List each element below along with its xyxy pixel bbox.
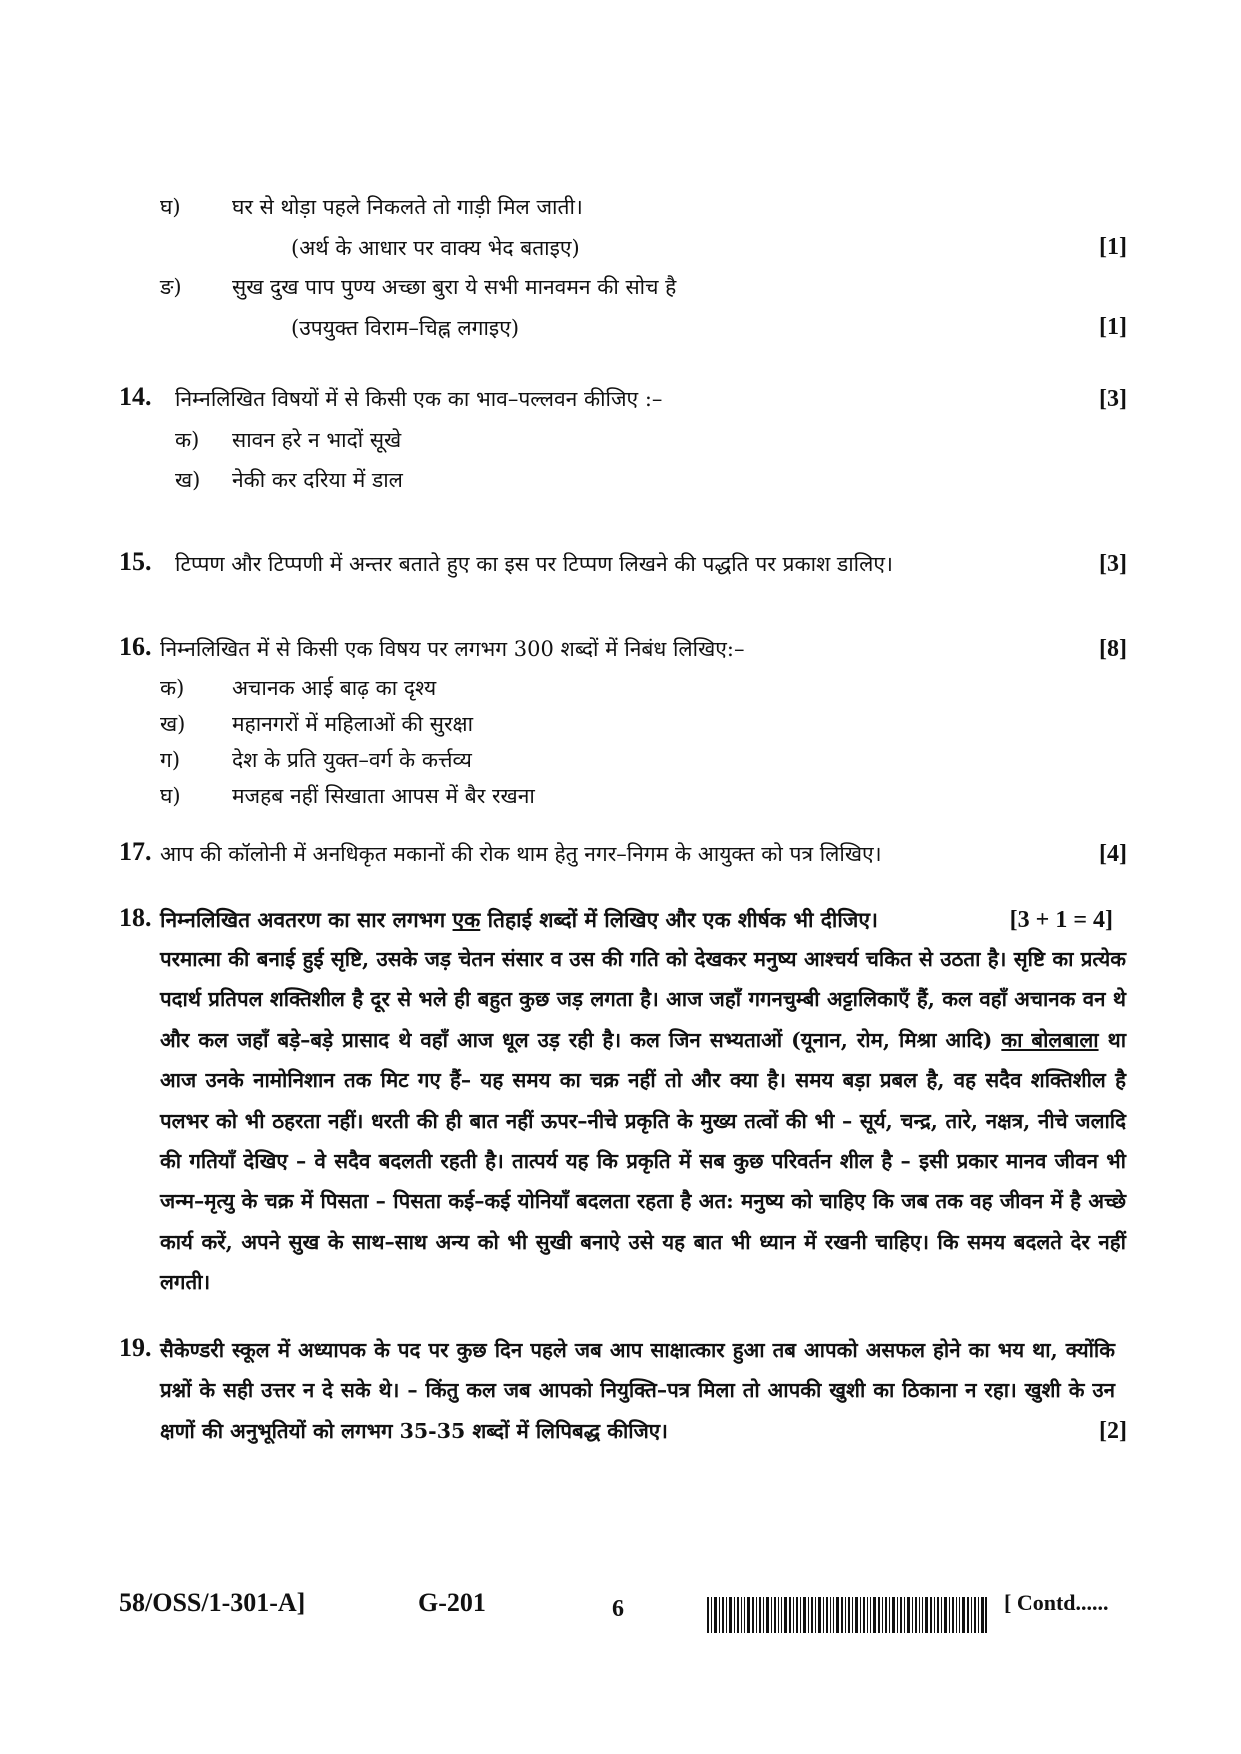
question-text: आप की कॉलोनी में अनधिकृत मकानों की रोक थाम हेतु नगर–निगम के आयुक्त को पत्र लिखिए। [160, 842, 882, 866]
option-label: ख) [175, 468, 201, 492]
question-text: सैकेण्डरी स्कूल में अध्यापक के पद पर कुछ दिन पहले जब आप साक्षात्कार हुआ तब आपको असफल होने का भय था, क्योंकि प्रश्नों के सही उत्तर न दे सके थे। – किंतु कल जब आपको नियुक्ति–पत्र मिला तो आपकी खुशी का ठिकाना न रहा। खुशी के उन क्षणों की अनुभूतियों को लगभग 35-35 शब्दों में लिपिबद्ध कीजिए। [160, 1338, 1115, 1443]
option-label: क) [175, 428, 200, 452]
paper-code: 58/OSS/1-301-A] [119, 1588, 306, 1617]
option-label: घ) [160, 784, 181, 808]
question-text: टिप्पण और टिप्पणी में अन्तर बताते हुए का इस पर टिप्पण लिखने की पद्धति पर प्रकाश डालिए। [175, 552, 893, 576]
option-text: घर से थोड़ा पहले निकलते तो गाड़ी मिल जाती। [232, 195, 583, 219]
question-number: 19. [119, 1333, 152, 1362]
question-text [160, 905, 878, 935]
option-label: ग) [160, 748, 181, 772]
question-number: 15. [119, 547, 152, 576]
page-number: 6 [612, 1596, 624, 1622]
question-19-text [160, 1330, 1115, 1451]
marks: [3] [1099, 386, 1127, 412]
option-label: घ) [160, 195, 181, 219]
barcode-image [707, 1597, 987, 1633]
passage-text: परमात्मा की बनाई हुई सृष्टि, उसके जड़ चेतन संसार व उस की गति को देखकर मनुष्य आश्चर्य चकित से उठता है। सृष्टि का प्रत्येक पदार्थ प्रतिपल शक्तिशील है दूर से भले ही बहुत कुछ जड़ लगता है। आज जहाँ गगनचुम्बी अट्टालिकाएँ हैं, कल वहाँ अचानक वन थे और कल जहाँ बड़े–बड़े प्रासाद थे वहाँ आज धूल उड़ रही है। कल जिन सभ्यताओं (यूनान, रोम, मिश्रा आदि) [160, 947, 1126, 1052]
question-text-part: तिहाई शब्दों में लिखिए और एक शीर्षक भी दीजिए। [480, 907, 878, 932]
instruction: (उपयुक्त विराम–चिह्न लगाइए) [291, 316, 520, 340]
option-label: ङ) [160, 275, 182, 299]
instruction: (अर्थ के आधार पर वाक्य भेद बताइए) [291, 236, 580, 260]
question-text: निम्नलिखित विषयों में से किसी एक का भाव–पल्लवन कीजिए :– [175, 387, 663, 411]
question-number: 18. [119, 903, 152, 932]
passage-text: था आज उनके नामोनिशान तक मिट गए हैं– यह समय का चक्र नहीं तो और क्या है। समय बड़ा प्रबल है, वह सदैव शक्तिशील है पलभर को भी ठहरता नहीं। धरती की ही बात नहीं ऊपर–नीचे प्रकृति के मुख्य तत्वों की भी – सूर्य, चन्द्र, तारे, नक्षत्र, नीचे जलादि की गतियाँ देखिए – वे सदैव बदलती रहती है। तात्पर्य यह कि प्रकृति में सब कुछ परिवर्तन शील है – इसी प्रकार मानव जीवन भी जन्म–मृत्यु के चक्र में पिसता – पिसता कई–कई योनियाँ बदलता रहता है अत: मनुष्य को चाहिए कि जब तक वह जीवन में है अच्छे कार्य करें, अपने सुख के साथ–साथ अन्य को भी सुखी बनाऐ उसे यह बात भी ध्यान में रखनी चाहिए। कि समय बदलते देर नहीं लगती। [160, 1027, 1127, 1295]
option-text: अचानक आई बाढ़ का दृश्य [232, 676, 437, 700]
underlined-word: एक [452, 907, 481, 932]
question-text: निम्नलिखित में से किसी एक विषय पर लगभग 300 शब्दों में निबंध लिखिए:– [160, 637, 745, 661]
option-text: नेकी कर दरिया में डाल [232, 468, 403, 492]
question-text-part: निम्नलिखित अवतरण का सार लगभग [160, 907, 453, 932]
q19-marks: [2] [1099, 1418, 1127, 1444]
marks: [1] [1099, 234, 1127, 260]
question-number: 16. [119, 632, 152, 661]
question-number: 14. [119, 382, 152, 411]
option-text: देश के प्रति युक्त–वर्ग के कर्त्तव्य [232, 748, 472, 772]
marks: [1] [1099, 314, 1127, 340]
continued-label: [ Contd...... [1004, 1590, 1109, 1615]
option-text: महानगरों में महिलाओं की सुरक्षा [232, 712, 474, 736]
option-text: सुख दुख पाप पुण्य अच्छा बुरा ये सभी मानवमन की सोच है [232, 275, 677, 299]
marks: [8] [1099, 636, 1127, 662]
option-text: मजहब नहीं सिखाता आपस में बैर रखना [232, 784, 535, 808]
option-label: ख) [160, 712, 186, 736]
series-code: G-201 [418, 1588, 486, 1617]
marks: [3] [1099, 551, 1127, 577]
marks: [4] [1099, 841, 1127, 867]
option-text: सावन हरे न भादों सूखे [232, 428, 402, 452]
q18-passage [160, 939, 1126, 1303]
passage-underlined-phrase: का बोलबाला [1001, 1027, 1099, 1052]
marks: [3 + 1 = 4] [1009, 907, 1113, 933]
question-number: 17. [119, 837, 152, 866]
option-label: क) [160, 676, 185, 700]
